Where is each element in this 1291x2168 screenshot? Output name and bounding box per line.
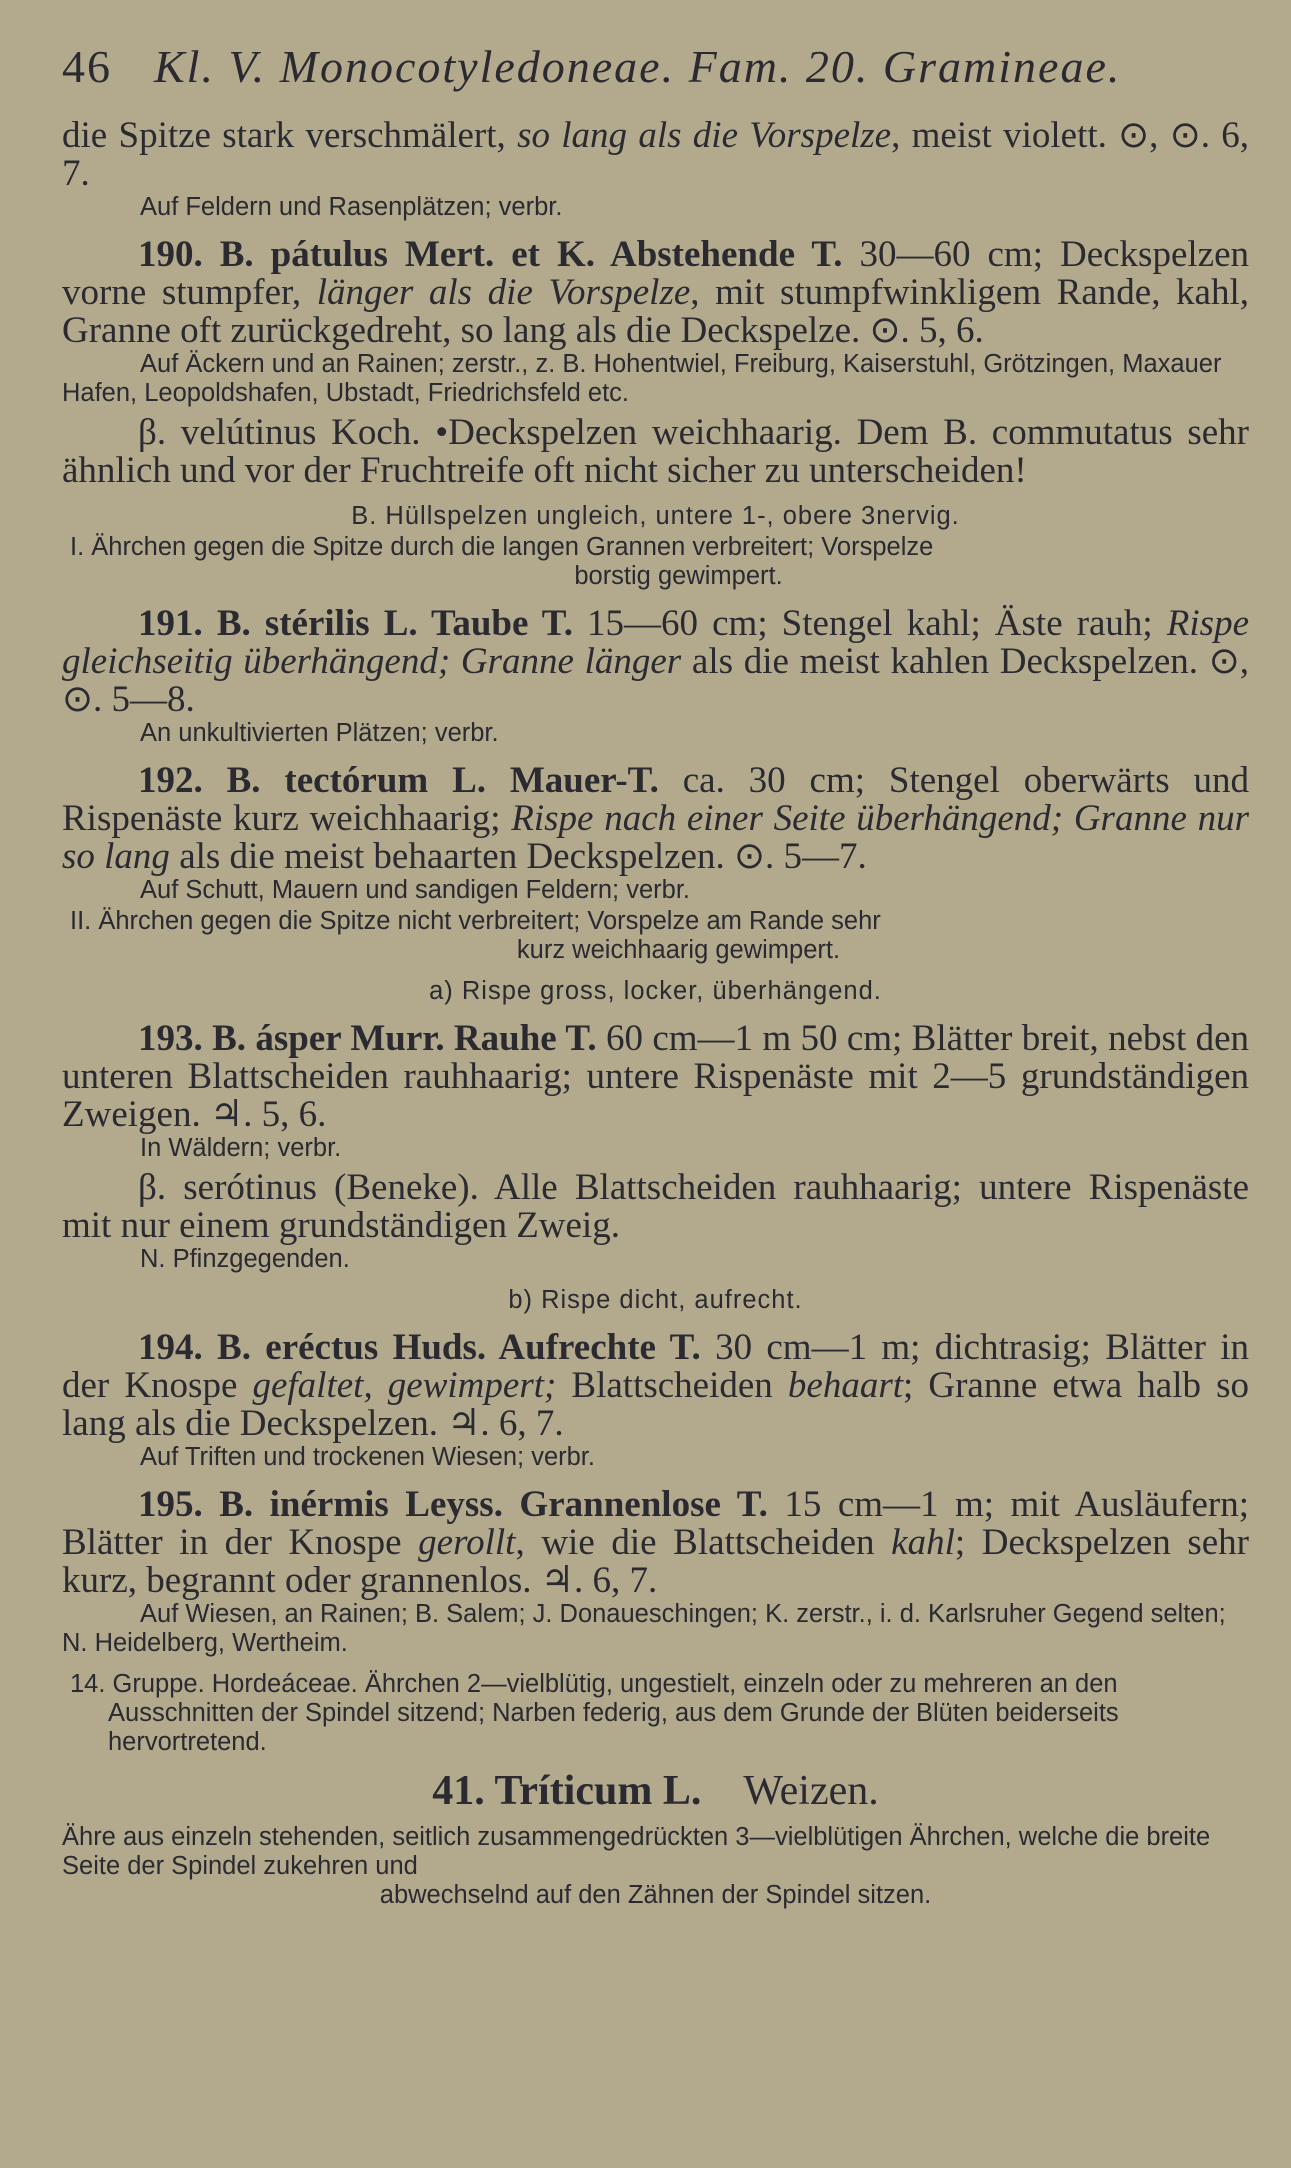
group-14: 14. Gruppe. Hordeáceae. Ährchen 2—vielblütig, ungestielt, einzeln oder zu mehreren an den Ausschnitten der Spindel sitzend; Narben federig, aus dem Grunde der Blüten beiderseits hervortretend. [70, 1670, 1119, 1756]
species-195-text-3: ; Deckspelzen sehr kurz, begrannt oder grannenlos. ♃. 6, 7. [62, 1522, 1250, 1601]
species-193-variety: β. serótinus (Beneke). Alle Blattscheiden rauhhaarig; untere Rispenäste mit nur einem grundständigen Zweig. [62, 1167, 1249, 1246]
species-192-text-2: als die meist behaarten Deckspelzen. ⊙. 5—7. [169, 836, 867, 877]
intro-paragraph [62, 117, 1249, 193]
genus-description-line1: Ähre aus einzeln stehenden, seitlich zusammengedrückten 3—vielblütigen Ährchen, welche die breite Seite der Spindel zukehren und [62, 1823, 1211, 1880]
intro-habitat: Auf Feldern und Rasenplätzen; verbr. [140, 193, 563, 221]
species-195-italic: gerollt [418, 1522, 516, 1563]
species-193-habitat: In Wäldern; verbr. [140, 1134, 342, 1162]
species-195 [62, 1486, 1249, 1658]
species-193-heading: 193. B. ásper Murr. Rauhe T. [138, 1018, 597, 1059]
genus-description-line2: abwechselnd auf den Zähnen der Spindel sitzen. [379, 1881, 932, 1909]
genus-name: 41. Tríticum L. [432, 1768, 702, 1814]
species-190-text-2: , mit stumpfwinkligem Rande, kahl, Granne oft zurückgedreht, so lang als die Deckspelze. ⊙. 5, 6. [62, 272, 1250, 351]
species-190-text: 30—60 cm; Deckspelzen vorne stumpfer, [62, 234, 1250, 313]
key-ii [62, 907, 1249, 965]
key-ii-line1: II. Ährchen gegen die Spitze nicht verbreitert; Vorspelze am Rande sehr [70, 907, 881, 935]
species-192 [62, 762, 1249, 905]
species-192-text: ca. 30 cm; Stengel oberwärts und Rispenäste kurz weichhaarig; [62, 760, 1249, 839]
species-191-habitat: An unkultivierten Plätzen; verbr. [140, 719, 499, 747]
species-190-habitat: Auf Äckern und an Rainen; zerstr., z. B. Hohentwiel, Freiburg, Kaiserstuhl, Grötzingen, Maxauer Hafen, Leopoldshafen, Ubstadt, Friedrichsfeld etc. [62, 350, 1222, 407]
species-192-italic: Rispe nach einer Seite überhängend; Granne nur so lang [62, 798, 1249, 877]
running-title: Kl. V. Monocotyledoneae. Fam. 20. Gramineae. [154, 41, 1122, 92]
key-i [62, 533, 1249, 591]
species-194-italic: gefaltet, gewimpert; [252, 1365, 557, 1406]
genus-description [62, 1823, 1249, 1910]
species-191-text: 15—60 cm; Stengel kahl; Äste rauh; [572, 603, 1167, 644]
species-192-habitat: Auf Schutt, Mauern und sandigen Feldern; verbr. [140, 876, 690, 904]
species-195-text-2: , wie die Blattscheiden [515, 1522, 892, 1563]
key-i-line1: I. Ährchen gegen die Spitze durch die langen Grannen verbreitert; Vorspelze [70, 533, 934, 561]
page-number: 46 [62, 41, 112, 92]
species-193 [62, 1020, 1249, 1274]
species-195-text: 15 cm—1 m; mit Ausläufern; Blätter in der Knospe [62, 1484, 1249, 1563]
species-190-variety: β. velútinus Koch. •Deckspelzen weichhaarig. Dem B. commutatus sehr ähnlich und vor der Fruchtreife oft nicht sicher zu unterscheiden! [62, 412, 1249, 491]
running-header [62, 40, 1249, 93]
species-193-variety-habitat: N. Pfinzgegenden. [140, 1245, 350, 1273]
species-193-text: 60 cm—1 m 50 cm; Blätter breit, nebst den unteren Blattscheiden rauhhaarig; untere Rispenäste mit 2—5 grundständigen Zweigen. ♃. 5, 6. [62, 1018, 1249, 1135]
species-194-heading: 194. B. eréctus Huds. Aufrechte T. [138, 1327, 701, 1368]
species-194-text: 30 cm—1 m; dichtrasig; Blätter in der Knospe [62, 1327, 1249, 1406]
species-194-text-2: Blattscheiden [556, 1365, 788, 1406]
key-b-lower: b) Rispe dicht, aufrecht. [508, 1286, 803, 1314]
species-190-heading: 190. B. pátulus Mert. et K. Abstehende T. [138, 234, 843, 275]
intro-text-2: , meist violett. ⊙, ⊙. 6, 7. [62, 115, 1249, 194]
species-190-italic: länger als die Vorspelze [316, 272, 691, 313]
key-b: B. Hüllspelzen ungleich, untere 1-, obere 3nervig. [351, 502, 960, 530]
species-191 [62, 605, 1249, 748]
intro-italic: so lang als die Vorspelze [517, 115, 892, 156]
species-195-heading: 195. B. inérmis Leyss. Grannenlose T. [138, 1484, 768, 1525]
species-191-text-2: als die meist kahlen Deckspelzen. ⊙, ⊙. 5—8. [62, 641, 1249, 720]
key-i-line2: borstig gewimpert. [574, 562, 783, 590]
species-192-heading: 192. B. tectórum L. Mauer-T. [138, 760, 659, 801]
genus-heading [62, 1767, 1249, 1815]
intro-text: die Spitze stark verschmälert, [62, 115, 518, 156]
genus-common-name: Weizen. [743, 1768, 879, 1814]
species-190 [62, 236, 1249, 490]
species-194-habitat: Auf Triften und trockenen Wiesen; verbr. [140, 1443, 595, 1471]
species-194-italic-2: behaart [787, 1365, 904, 1406]
species-194 [62, 1329, 1249, 1472]
species-195-italic-2: kahl [891, 1522, 955, 1563]
species-191-italic: Rispe gleichseitig überhängend; Granne länger [62, 603, 1249, 682]
species-194-text-3: ; Granne etwa halb so lang als die Deckspelzen. ♃. 6, 7. [62, 1365, 1249, 1444]
species-191-heading: 191. B. stérilis L. Taube T. [138, 603, 573, 644]
species-195-habitat: Auf Wiesen, an Rainen; B. Salem; J. Donaueschingen; K. zerstr., i. d. Karlsruher Gegend selten; N. Heidelberg, Wertheim. [62, 1600, 1226, 1657]
key-ii-line2: kurz weichhaarig gewimpert. [516, 936, 841, 964]
key-a: a) Rispe gross, locker, überhängend. [429, 977, 882, 1005]
